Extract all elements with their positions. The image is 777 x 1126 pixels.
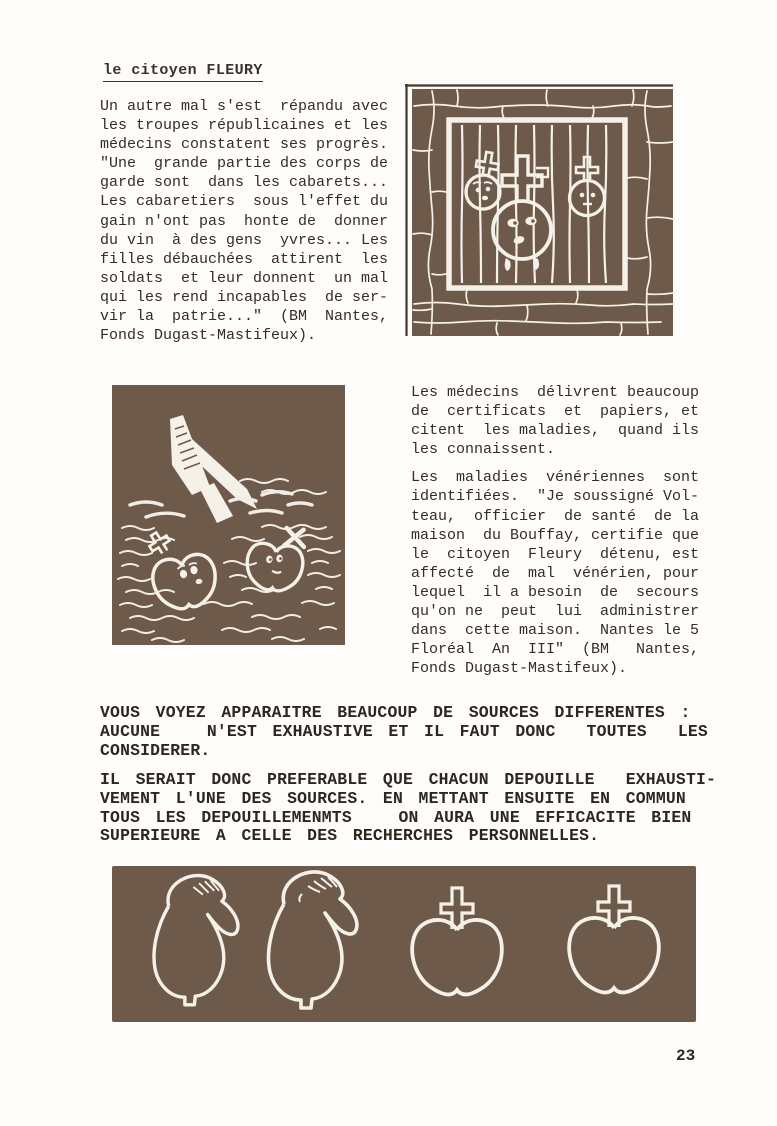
text-line: Floréal An III" (BM Nantes, bbox=[411, 641, 700, 659]
text-line: les connaissent. bbox=[411, 441, 556, 459]
text-line: qu'on ne peut lui administrer bbox=[411, 603, 700, 621]
text-line: AUCUNE N'EST EXHAUSTIVE ET IL FAUT DONC TOUTES LES bbox=[100, 721, 708, 741]
text-line: maison du Bouffay, certifie que bbox=[411, 526, 700, 544]
page-number: 23 bbox=[676, 1047, 696, 1065]
text-line: qui les rend incapables de ser- bbox=[100, 288, 389, 306]
text-line: garde sont dans les cabarets... bbox=[100, 174, 389, 192]
text-line: Les médecins délivrent beaucoup bbox=[411, 384, 700, 401]
text-line: le citoyen Fleury détenu, est bbox=[411, 545, 700, 563]
text-line: "Une grande partie des corps de bbox=[100, 155, 389, 173]
text-line: Fonds Dugast-Mastifeux). bbox=[100, 327, 317, 345]
text-line: gain n'ont pas honte de donner bbox=[100, 212, 389, 230]
right-column-text bbox=[411, 383, 721, 678]
text-line: TOUS LES DEPOUILLEMENMTS ON AURA UNE EFFICACITE BIEN bbox=[100, 807, 692, 827]
text-line: du vin à des gens yvres... Les bbox=[100, 231, 389, 249]
text-line: Fonds Dugast-Mastifeux). bbox=[411, 660, 628, 678]
text-line: filles débauchées attirent les bbox=[100, 250, 389, 268]
text-line: identifiées. "Je soussigné Vol- bbox=[411, 488, 700, 506]
text-line: CONSIDERER. bbox=[100, 740, 211, 760]
text-line: dans cette maison. Nantes le 5 bbox=[411, 622, 700, 640]
text-line: VEMENT L'UNE DES SOURCES. EN METTANT ENSUITE EN COMMUN bbox=[100, 788, 686, 808]
text-line: affecté de mal vénérien, pour bbox=[411, 564, 700, 582]
text-line: les troupes républicaines et les bbox=[100, 117, 389, 135]
text-line: teau, officier de santé de la bbox=[411, 507, 700, 525]
text-line: SUPERIEURE A CELLE DES RECHERCHES PERSONNELLES. bbox=[100, 826, 600, 846]
text-line: Les cabaretiers sous l'effet du bbox=[100, 193, 389, 211]
text-line: médecins constatent ses progrès. bbox=[100, 136, 389, 154]
sinking-ship-illustration bbox=[112, 385, 345, 645]
text-line: soldats et leur donnent un mal bbox=[100, 269, 389, 287]
text-line: citent les maladies, quand ils bbox=[411, 422, 700, 440]
text-line: de certificats et papiers, et bbox=[411, 403, 700, 421]
text-line: VOUS VOYEZ APPARAITRE BEAUCOUP DE SOURCES DIFFERENTES : bbox=[100, 703, 691, 722]
birds-and-hearts-illustration bbox=[112, 866, 696, 1022]
prison-window-illustration bbox=[405, 84, 673, 336]
text-line: lequel il a besoin de secours bbox=[411, 583, 700, 601]
text-line: Les maladies vénériennes sont bbox=[411, 469, 700, 487]
text-line: vir la patrie..." (BM Nantes, bbox=[100, 308, 389, 326]
text-line: IL SERAIT DONC PREFERABLE QUE CHACUN DEPOUILLE EXHAUSTI- bbox=[100, 770, 717, 789]
left-column-paragraph bbox=[100, 97, 405, 345]
right-paragraph-1 bbox=[411, 383, 721, 459]
caps-paragraph-sources bbox=[100, 704, 740, 760]
right-paragraph-2 bbox=[411, 468, 721, 678]
caps-paragraph-depouillement bbox=[100, 771, 740, 846]
text-line: Un autre mal s'est répandu avec bbox=[100, 98, 389, 115]
page-title: le citoyen FLEURY bbox=[103, 62, 263, 82]
